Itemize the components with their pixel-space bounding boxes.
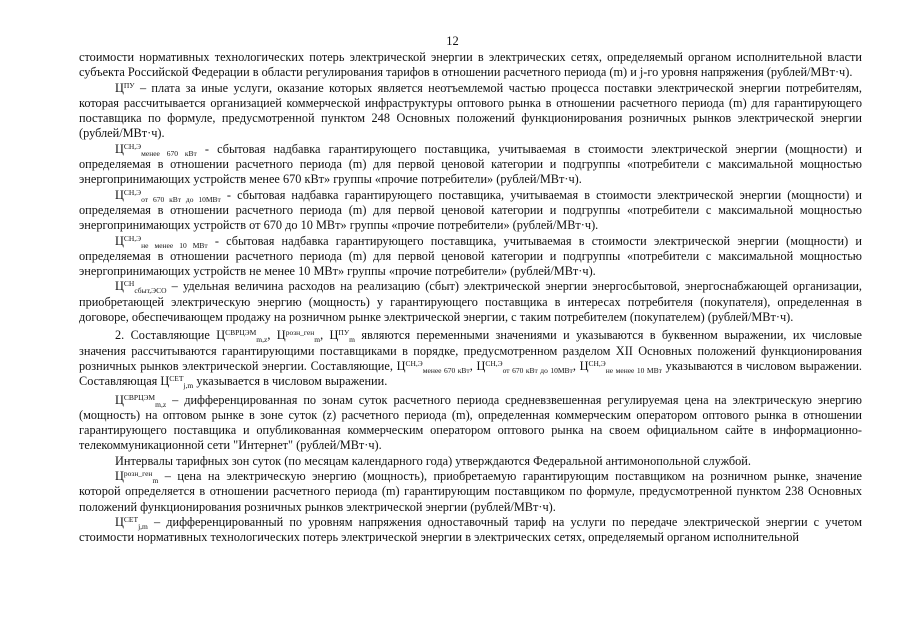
document-body <box>79 50 862 546</box>
paragraph-transmission-tariff: $Ц^{СЕТ}_{j,m}$ – дифференцированный по уровням напряжения одноставочный тариф на услуги по передаче электрической энергии с учетом стоимости нормативных технологических потерь электрической энергии в электрических сетях, определяемый органом исполнительной <box>79 514 862 545</box>
paragraph-tariff-zones: Интервалы тарифных зон суток (по месяцам календарного года) утверждаются Федеральной антимонопольной службой. <box>115 453 751 468</box>
paragraph-other-services-fee: $Ц^{ПУ}$ – плата за иные услуги, оказание которых является неотъемлемой частью процесса поставки электрической энергии потребителям, которая рассчитывается организацией коммерческой инфраструктуры оптового рынка в отношении расчетного периода (m) для гарантирующего поставщика по формуле, предусмотренной пунктом 248 Основных положений функционирования розничных рынков электрической энергии (рублей/МВт·ч). <box>79 80 862 141</box>
paragraph-continuation: стоимости нормативных технологических потерь электрической энергии в электрических сетях, определяемый органом исполнительной власти субъекта Российской Федерации в области регулирования тарифов в отношении расчетного периода (m) и j-го уровня напряжения (рублей/МВт·ч). <box>79 50 862 80</box>
formula-symbol: $Ц^{СВРЦЭМ}_{m,z}$ <box>115 392 167 409</box>
formula-symbol: $Ц^{СЕТ}_{j,m}$ <box>160 374 194 391</box>
formula-symbol: $Ц^{СН,Э}_{от 670 кВт до 10МВт}$ <box>115 187 221 204</box>
formula-symbol: $Ц^{СН,Э}_{менее 670 кВт}$ <box>396 358 470 375</box>
formula-symbol: $Ц^{розн\_ген}_m$ <box>115 469 159 486</box>
formula-symbol: $Ц^{ПУ}$ <box>115 80 135 95</box>
paragraph-markup-less-670kw: $Ц^{СН,Э}_{менее 670 кВт}$ - сбытовая надбавка гарантирующего поставщика, учитываемая в стоимости электрической энергии (мощности) и определяемая в отношении расчетного периода (m) для первой ценовой категории и подгруппы «потребители с максимальной мощностью энергопринимающих устройств менее 670 кВт» группы «прочие потребители» (рублей/МВт·ч). <box>79 141 862 187</box>
paragraph-markup-670kw-10mw: $Ц^{СН,Э}_{от 670 кВт до 10МВт}$ - сбытовая надбавка гарантирующего поставщика, учитываемая в стоимости электрической энергии (мощности) и определяемая в отношении расчетного периода (m) для первой ценовой категории и подгруппы «потребители с максимальной мощностью энергопринимающих устройств от 670 до 10 МВт» группы «прочие потребители» (рублей/МВт·ч). <box>79 187 862 233</box>
paragraph-section-2: 2. Составляющие $Ц^{СВРЦЭМ}_{m,z}$, $Ц^{розн\_ген}_m$, $Ц^{ПУ}_m$ являются переменными значениями и указываются в буквенном выражении, их числовые значения рассчитываются гарантирующими поставщиками в порядке, предусмотренном разделом XII Основных положений функционирования розничных рынков электрической энергии. Составляющие, $Ц^{СН,Э}_{менее 670 кВт}$, $Ц^{СН,Э}_{от 670 кВт до 10МВт}$, $Ц^{СН,Э}_{не менее 10 МВт}$ указываются в числовом выражении. Составляющая $Ц^{СЕТ}_{j,m}$ указывается в числовом выражении. <box>79 328 863 391</box>
paragraph-markup-over-10mw: $Ц^{СН,Э}_{не менее 10 МВт}$ - сбытовая надбавка гарантирующего поставщика, учитываемая в стоимости электрической энергии (мощности) и определяемая в отношении расчетного периода (m) для первой ценовой категории и подгруппы «потребители с максимальной мощностью энергопринимающих устройств не менее 10 МВт» группы «прочие потребители» (рублей/МВт·ч). <box>79 233 862 279</box>
paragraph-wholesale-price: $Ц^{СВРЦЭМ}_{m,z}$ – дифференцированная по зонам суток расчетного периода средневзвешенная регулируемая цена на электрическую энергию (мощность) на оптовом рынке в зоне суток (z) расчетного периода (m), определенная коммерческим оператором оптового рынка в отношении гарантирующего поставщика и опубликованная коммерческим оператором оптового рынка на своем официальном сайте в информационно-телекоммуникационной сети "Интернет" (рублей/МВт·ч). <box>79 392 862 453</box>
paragraph-sales-costs: $Ц^{СН}_{сбыт,ЭСО}$ – удельная величина расходов на реализацию (сбыт) электрической энергии энергосбытовой, энергоснабжающей организации, приобретающей электрическую энергию (мощность) у гарантирующего поставщика в интересах потребителя (покупателя), определенная в договоре, обеспечивающем продажу на розничном рынке электрической энергии, с таким потребителем (покупателем) (рублей/МВт·ч). <box>79 279 862 325</box>
paragraph-retail-price: $Ц^{розн\_ген}_m$ – цена на электрическую энергию (мощность), приобретаемую гарантирующим поставщиком на розничном рынке, значение которой определяется в отношении расчетного периода (m) гарантирующим поставщиком по формуле, предусмотренной пунктом 238 Основных положений функционирования розничных рынков электрической энергии (рублей/МВт·ч). <box>79 469 862 514</box>
formula-symbol: $Ц^{СН,Э}_{не менее 10 МВт}$ <box>579 358 662 375</box>
formula-symbol: $Ц^{СН}_{сбыт,ЭСО}$ <box>115 279 167 296</box>
formula-symbol: $Ц^{СЕТ}_{j,m}$ <box>115 514 148 531</box>
formula-symbol: $Ц^{СН,Э}_{менее 670 кВт}$ <box>115 141 197 158</box>
formula-symbol: $Ц^{СН,Э}_{от 670 кВт до 10МВт}$ <box>476 358 573 375</box>
page-number: 12 <box>446 34 459 48</box>
formula-symbol: $Ц^{СН,Э}_{не менее 10 МВт}$ <box>115 233 208 250</box>
formula-symbol: $Ц^{СВРЦЭМ}_{m,z}$ <box>216 328 268 345</box>
formula-symbol: $Ц^{розн\_ген}_m$ <box>276 328 321 345</box>
formula-symbol: $Ц^{ПУ}_m$ <box>329 328 355 345</box>
